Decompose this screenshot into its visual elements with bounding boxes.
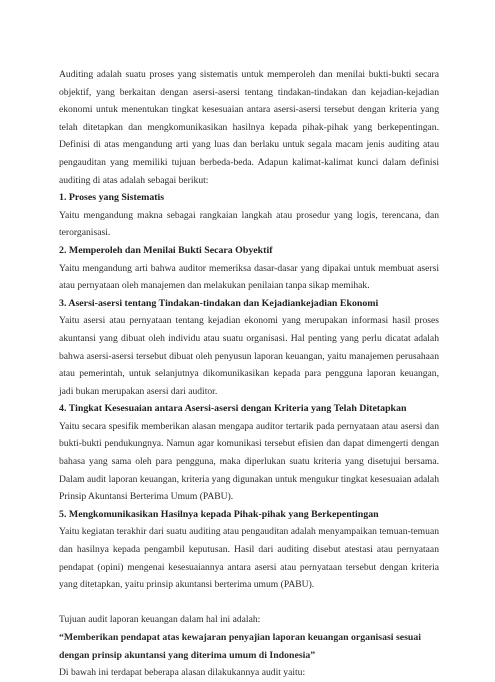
section-heading-4: 4. Tingkat Kesesuaian antara Asersi-asersi dengan Kriteria yang Telah Ditetapkan xyxy=(59,403,407,415)
section-body-2: Yaitu mengandung arti bahwa auditor memeriksa dasar-dasar yang dipakai untuk membuat asersi atau pernyataan oleh manajemen dan melakukan penilaian tanpa sikap memihak. xyxy=(59,262,439,292)
section-body-4: Yaitu secara spesifik memberikan alasan mengapa auditor tertarik pada pernyataan atau asersi dan bukti-bukti pendukungnya. Namun agar komunikasi tersebut efisien dan dapat dimengerti dengan bahasa yang sama oleh para pengguna, maka diperlukan suatu kriteria yang disetujui bersama. Dalam audit laporan keuangan, kriteria yang digunakan untuk mengukur tingkat kesesuaian adalah Prinsip Akuntansi Berterima Umum (PABU). xyxy=(59,420,439,503)
intro-paragraph: Auditing adalah suatu proses yang sistematis untuk memperoleh dan menilai bukti-bukti secara objektif, yang berkaitan dengan asersi-asersi tentang tindakan-tindakan dan kejadian-kejadian ekonomi untuk menentukan tingkat kesesuaian antara asersi-asersi tersebut dengan kriteria yang telah ditetapkan dan mengkomunikasikan hasilnya kepada pihak-pihak yang berkepentingan. Definisi di atas mengandung arti yang luas dan berlaku untuk segala macam jenis auditing atau pengauditan yang memiliki tujuan berbeda-beda. Adapun kalimat-kalimat kunci dalam definisi auditing di atas adalah sebagai berikut: xyxy=(59,69,439,186)
tujuan-intro: Tujuan audit laporan keuangan dalam hal ini adalah: xyxy=(59,614,261,626)
section-heading-2: 2. Memperoleh dan Menilai Bukti Secara Obyektif xyxy=(59,244,273,256)
section-body-1: Yaitu mengandung makna sebagai rangkaian langkah atau prosedur yang logis, terencana, dan terorganisasi. xyxy=(59,209,439,239)
paragraph-gap xyxy=(59,594,439,612)
tujuan-quote: “Memberikan pendapat atas kewajaran penyajian laporan keuangan organisasi sesuai dengan prinsip akuntansi yang diterima umum di Indonesia” xyxy=(59,632,421,661)
closing-line: Di bawah ini terdapat beberapa alasan dilakukannya audit yaitu: xyxy=(59,667,306,679)
section-heading-5: 5. Mengkomunikasikan Hasilnya kepada Pihak-pihak yang Berkepentingan xyxy=(59,508,379,520)
section-heading-1: 1. Proses yang Sistematis xyxy=(59,192,165,204)
section-heading-3: 3. Asersi-asersi tentang Tindakan-tindakan dan Kejadiankejadian Ekonomi xyxy=(59,297,379,309)
section-body-5: Yaitu kegiatan terakhir dari suatu auditing atau pengauditan adalah menyampaikan temuan-temuan dan hasilnya kepada pengambil keputusan. Hasil dari auditing disebut atestasi atau pernyataan pendapat (opini) mengenai kesesuaiannya antara asersi atau pernyataan tersebut dengan kriteria yang ditetapkan, yaitu prinsip akuntansi berterima umum (PABU). xyxy=(59,526,439,591)
section-body-3: Yaitu asersi atau pernyataan tentang kejadian ekonomi yang merupakan informasi hasil proses akuntansi yang dibuat oleh individu atau suatu organisasi. Hal penting yang perlu dicatat adalah bahwa asersi-asersi tersebut dibuat oleh penyusun laporan keuangan, yaitu manajemen perusahaan atau pemerintah, untuk selanjutnya dikomunikasikan kepada para pengguna laporan keuangan, jadi bukan merupakan asersi dari auditor. xyxy=(59,315,439,397)
